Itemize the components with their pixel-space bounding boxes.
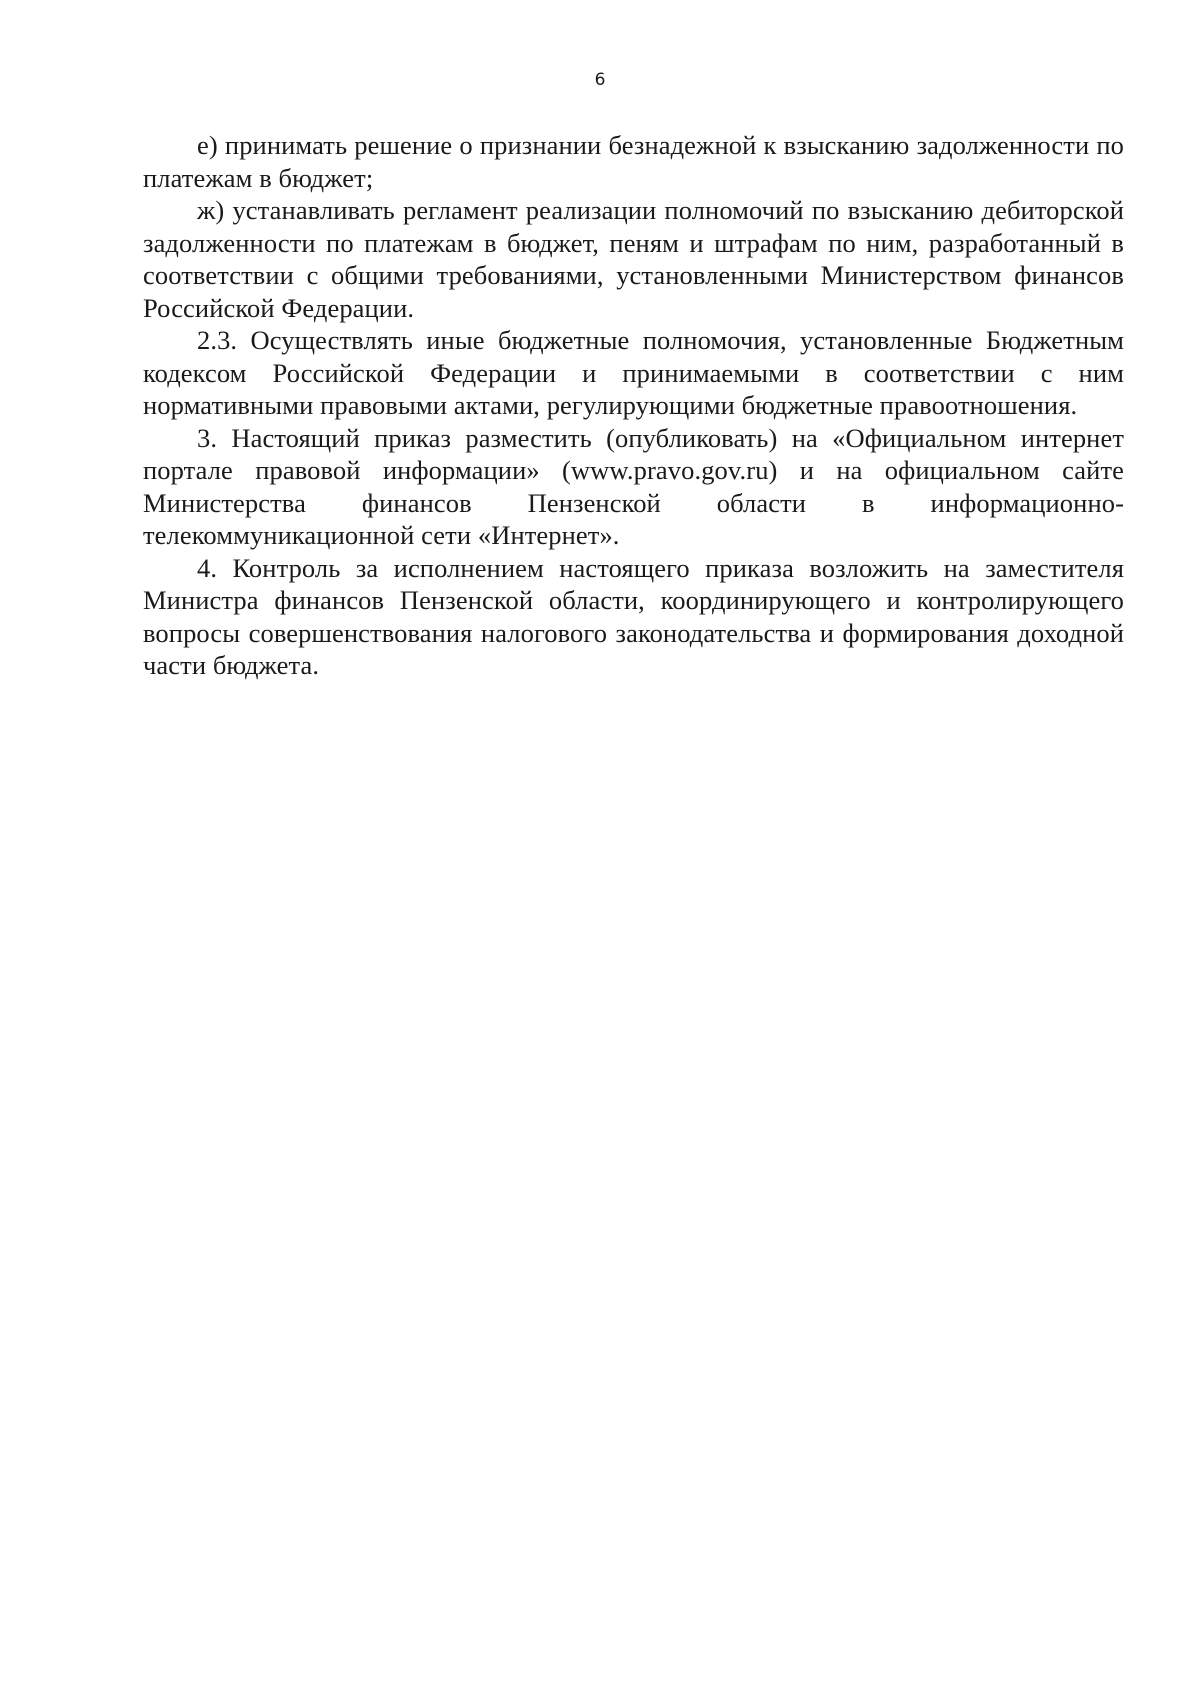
paragraph-item-zh: ж) устанавливать регламент реализации полномочий по взысканию дебиторской задолженности по платежам в бюджет, пеням и штрафам по ним, разработанный в соответствии с общими требованиями, установленными Министерством финансов Российской Федерации. [143, 195, 1124, 323]
paragraph-4-control: 4. Контроль за исполнением настоящего приказа возложить на заместителя Министра финансов Пензенской области, координирующего и контролирующего вопросы совершенствования налогового законодательства и формирования доходной части бюджета. [143, 552, 1124, 680]
paragraph-2-3: 2.3. Осуществлять иные бюджетные полномочия, установленные Бюджетным кодексом Российской Федерации и принимаемыми в соответствии с ним нормативными правовыми актами, регулирующими бюджетные правоотношения. [143, 325, 1124, 420]
paragraph-item-e: е) принимать решение о признании безнадежной к взысканию задолженности по платежам в бюджет; [143, 130, 1124, 193]
page-number: 6 [594, 70, 606, 90]
document-body [143, 129, 1124, 682]
paragraph-3-publication: 3. Настоящий приказ разместить (опубликовать) на «Официальном интернет портале правовой информации» (www.pravo.gov.ru) и на официальном сайте Министерства финансов Пензенской области в информационно-телекоммуникационной сети «Интернет». [143, 422, 1124, 550]
